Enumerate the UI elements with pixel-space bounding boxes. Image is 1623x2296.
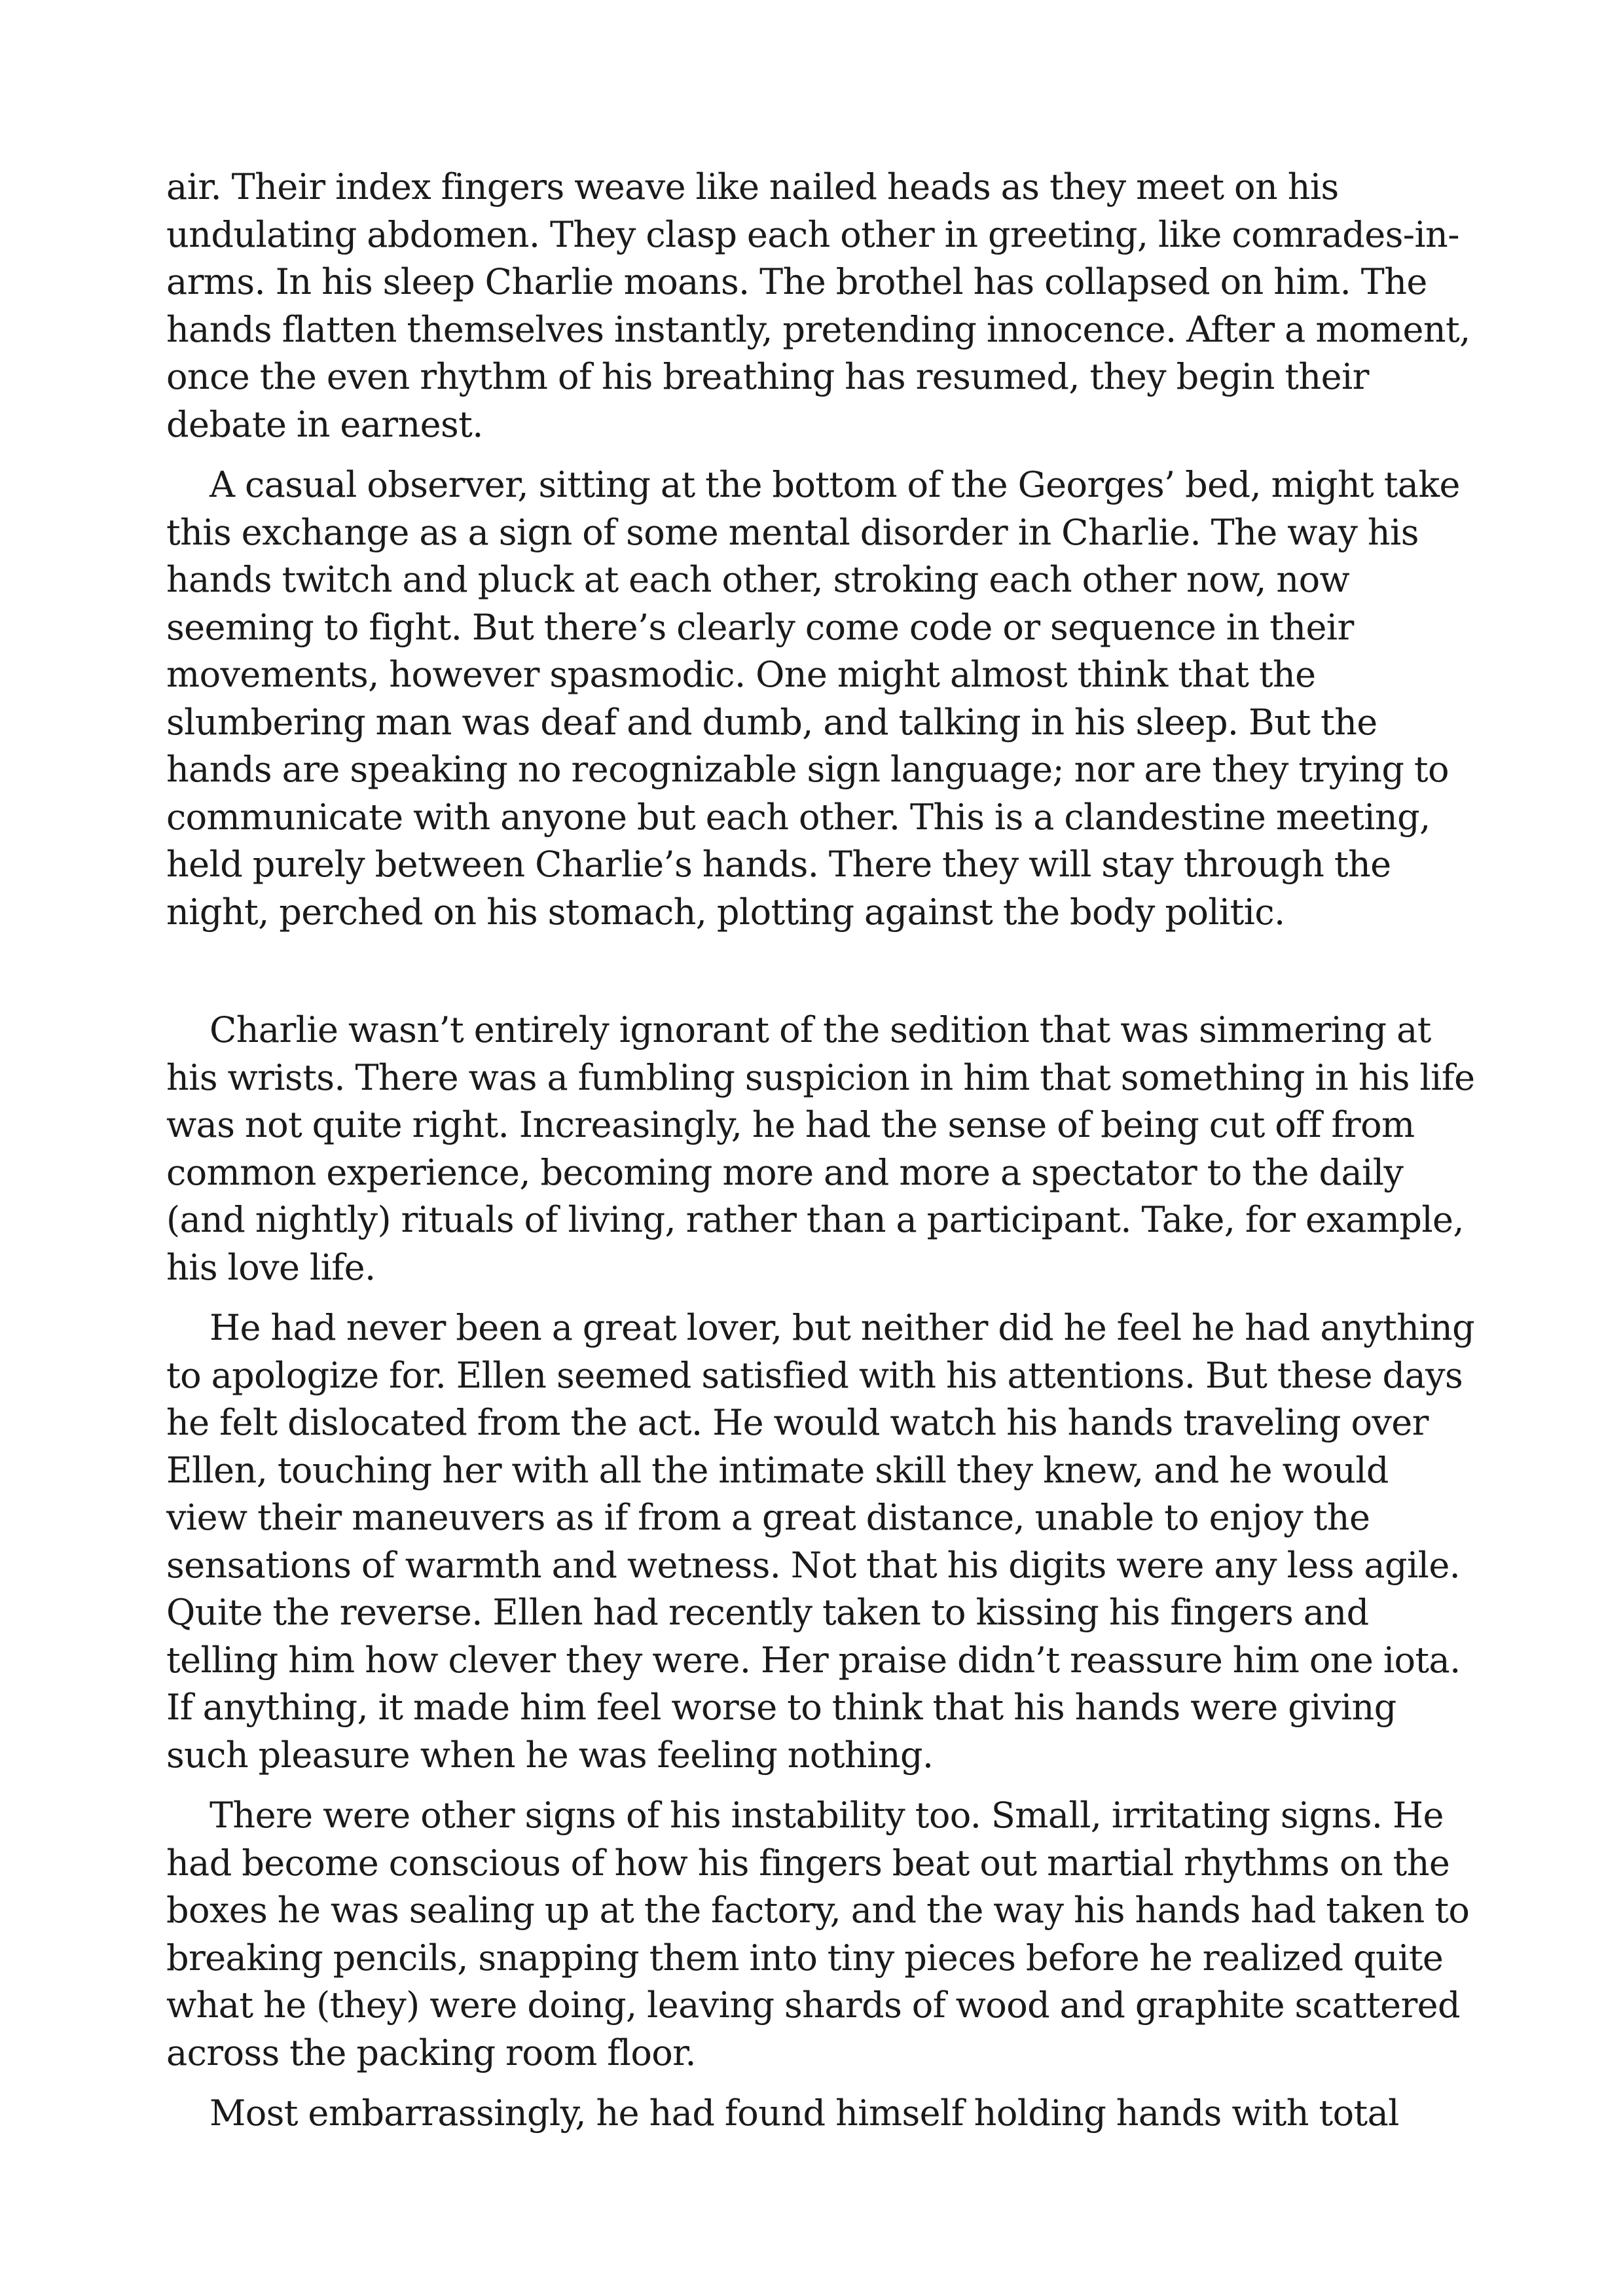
body-text	[166, 164, 1476, 2138]
paragraph-sedition: Charlie wasn’t entirely ignorant of the sedition that was simmering at his wrists. There was a fumbling suspicion in him that something in his life was not quite right. Increasingly, he had the sense of being cut off from common experience, becoming more and more a spectator to the daily (and nightly) rituals of living, rather than a participant. Take, for example, his love life.	[166, 1009, 1475, 1288]
paragraph-continuation: air. Their index fingers weave like nailed heads as they meet on his undulating abdomen. They clasp each other in greeting, like comrades-in-arms. In his sleep Charlie moans. The brothel has collapsed on him. The hands flatten themselves instantly, pretending innocence. After a moment, once the even rhythm of his breathing has resumed, they begin their debate in earnest.	[166, 166, 1470, 445]
paragraph-holding-hands: Most embarrassingly, he had found himself holding hands with total	[210, 2092, 1399, 2134]
paragraph-instability: There were other signs of his instability too. Small, irritating signs. He had become conscious of how his fingers beat out martial rhythms on the boxes he was sealing up at the factory, and the way his hands had taken to breaking pencils, snapping them into tiny pieces before he realized quite what he (they) were doing, leaving shards of wood and graphite scattered across the packing room floor.	[166, 1795, 1470, 2073]
paragraph-love-life: He had never been a great lover, but neither did he feel he had anything to apologize for. Ellen seemed satisfied with his attentions. But these days he felt dislocated from the act. He would watch his hands traveling over Ellen, touching her with all the intimate skill they knew, and he would view their maneuvers as if from a great distance, unable to enjoy the sensations of warmth and wetness. Not that his digits were any less agile. Quite the reverse. Ellen had recently taken to kissing his fingers and telling him how clever they were. Her praise didn’t reassure him one iota. If anything, it made him feel worse to think that his hands were giving such pleasure when he was feeling nothing.	[166, 1307, 1475, 1776]
paragraph-casual-observer: A casual observer, sitting at the bottom of the Georges’ bed, might take this exchange as a sign of some mental disorder in Charlie. The way his hands twitch and pluck at each other, stroking each other now, now seeming to fight. But there’s clearly come code or sequence in their movements, however spasmodic. One might almost think that the slumbering man was deaf and dumb, and talking in his sleep. But the hands are speaking no recognizable sign language; nor are they trying to communicate with anyone but each other. This is a clandestine meeting, held purely between Charlie’s hands. There they will stay through the night, perched on his stomach, plotting against the body politic.	[166, 464, 1460, 933]
